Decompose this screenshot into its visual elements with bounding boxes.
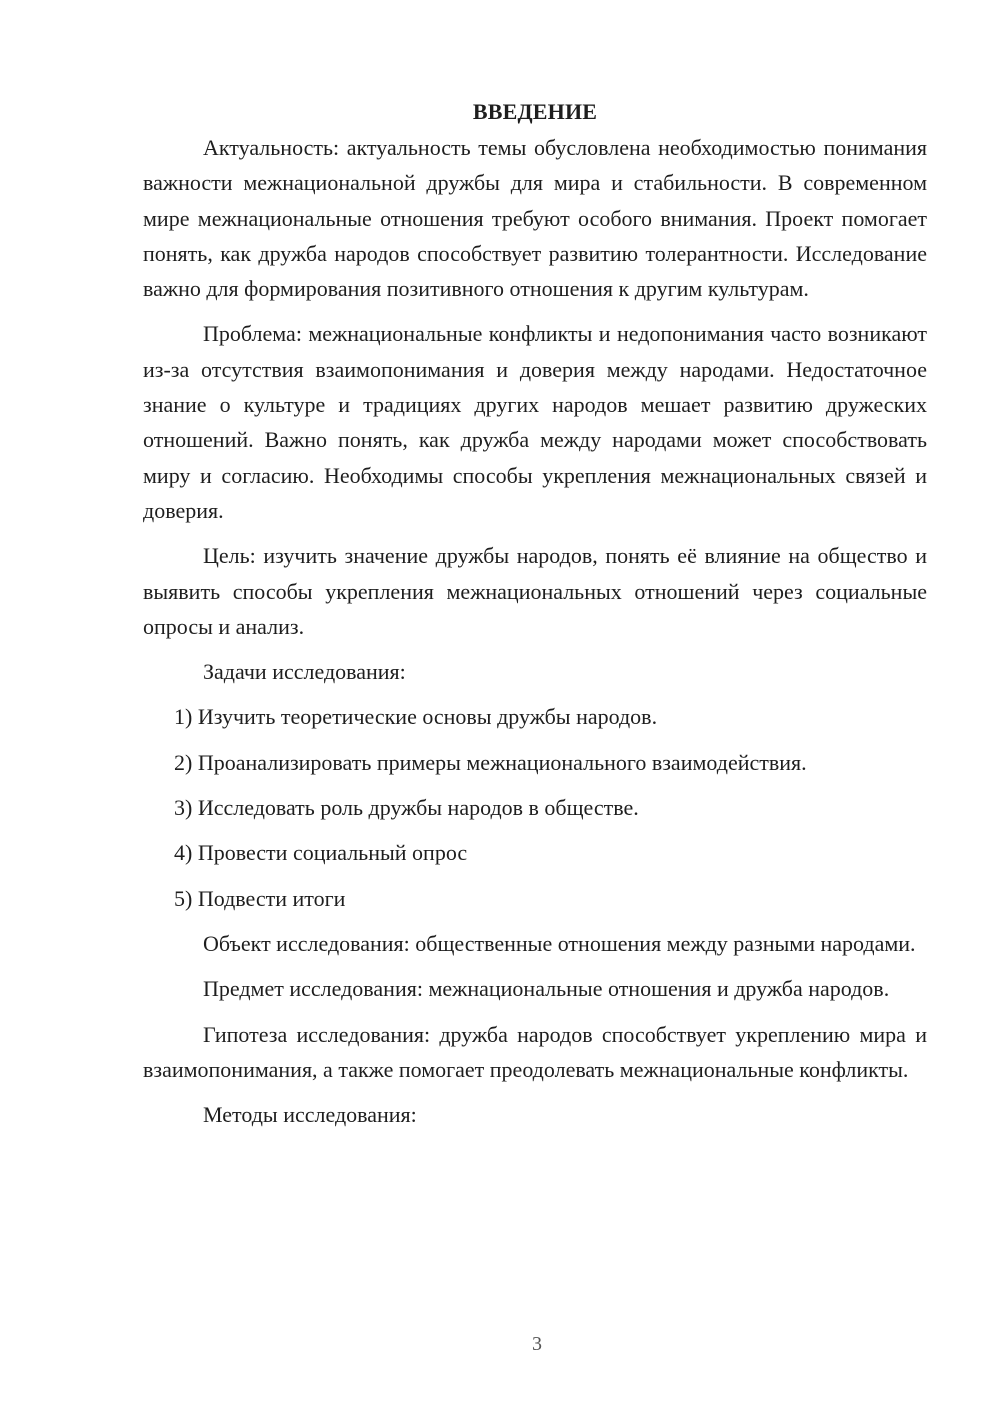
- task-item: 1) Изучить теоретические основы дружбы народов.: [174, 704, 658, 730]
- task-item: 5) Подвести итоги: [174, 885, 346, 911]
- task-item: 3) Исследовать роль дружбы народов в обществе.: [174, 795, 639, 821]
- tasks-list: [143, 699, 927, 915]
- goal-paragraph: Цель: изучить значение дружбы народов, понять её влияние на общество и выявить способы укрепления межнациональных отношений через социальные опросы и анализ.: [143, 543, 927, 639]
- methods-title: Методы исследования:: [203, 1102, 417, 1128]
- subject-paragraph: Предмет исследования: межнациональные отношения и дружба народов.: [203, 976, 890, 1002]
- relevance-paragraph: Актуальность: актуальность темы обусловлена необходимостью понимания важности межнациональной дружбы для мира и стабильности. В современном мире межнациональные отношения требуют особого внимания. Проект помогает понять, как дружба народов способствует развитию толерантности. Исследование важно для формирования позитивного отношения к другим культурам.: [143, 135, 927, 302]
- page-content: [143, 94, 927, 1132]
- section-heading: ВВЕДЕНИЕ: [472, 99, 598, 124]
- problem-paragraph: Проблема: межнациональные конфликты и недопонимания часто возникают из-за отсутствия взаимопонимания и доверия между народами. Недостаточное знание о культуре и традициях других народов мешает развитию дружеских отношений. Важно понять, как дружба между народами может способствовать миру и согласию. Необходимы способы укрепления межнациональных связей и доверия.: [143, 321, 927, 523]
- task-item: 2) Проанализировать примеры межнационального взаимодействия.: [174, 749, 807, 775]
- hypothesis-paragraph: Гипотеза исследования: дружба народов способствует укреплению мира и взаимопонимания, а также помогает преодолевать межнациональные конфликты.: [143, 1021, 927, 1082]
- page-number: 3: [532, 1333, 542, 1355]
- task-item: 4) Провести социальный опрос: [174, 840, 468, 866]
- object-paragraph: Объект исследования: общественные отношения между разными народами.: [203, 930, 916, 956]
- tasks-title: Задачи исследования:: [203, 659, 406, 685]
